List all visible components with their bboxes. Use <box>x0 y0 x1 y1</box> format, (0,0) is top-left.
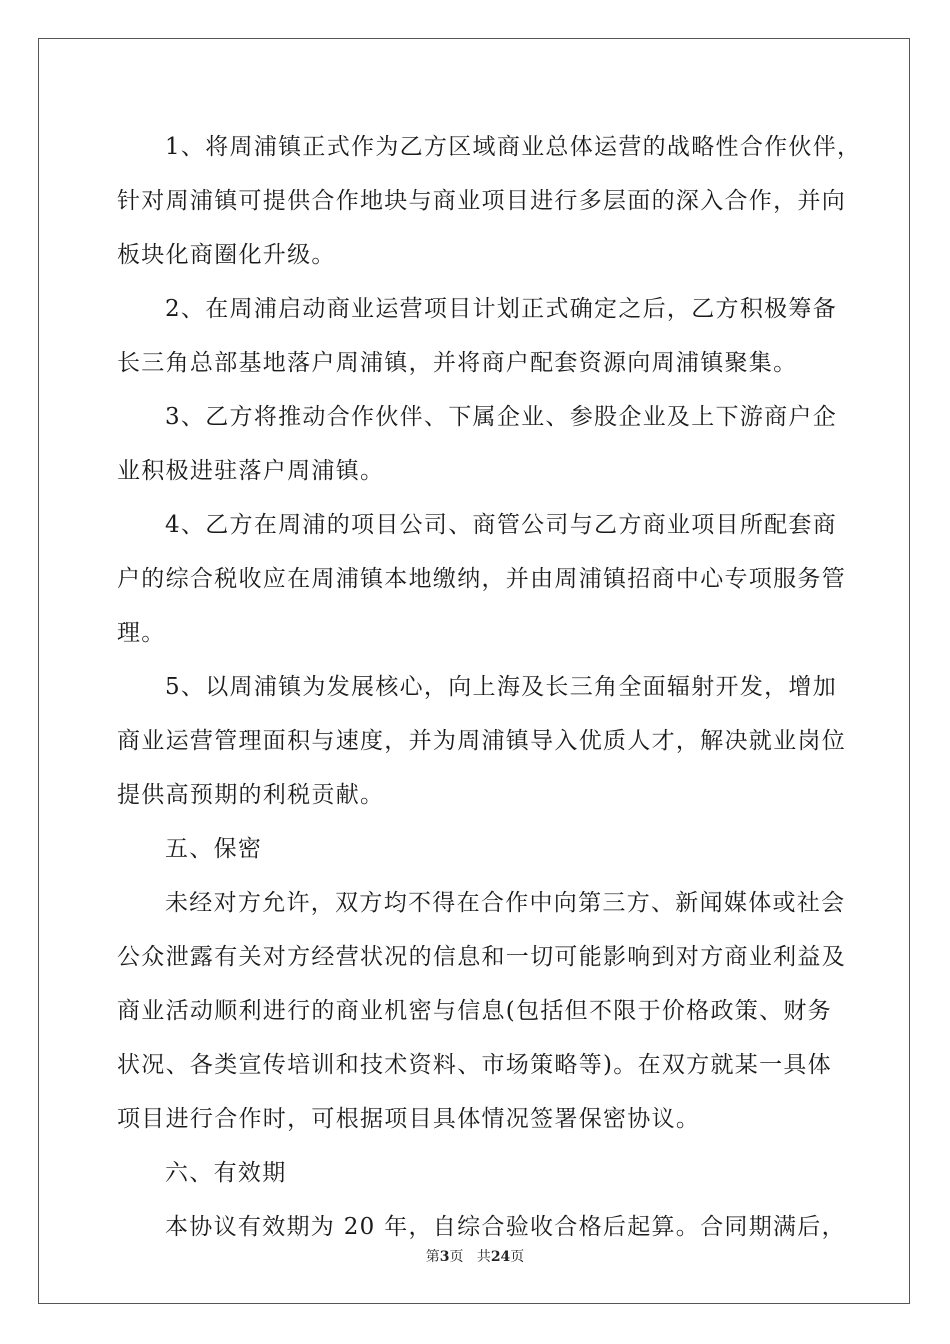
total-label-prefix: 共 <box>476 1249 491 1265</box>
page-footer <box>0 1246 950 1266</box>
heading-text: 六、有效期 <box>165 1160 287 1186</box>
section-heading-validity <box>117 1146 837 1200</box>
text-line: 项目进行合作时，可根据项目具体情况签署保密协议。 <box>117 1106 701 1132</box>
document-body <box>117 120 862 1254</box>
paragraph-clause-4 <box>117 498 846 660</box>
text-line: 3、乙方将推动合作伙伴、下属企业、参股企业及上下游商户企 <box>165 404 838 430</box>
text-line: 板块化商圈化升级。 <box>117 242 336 268</box>
text-line: 未经对方允许，双方均不得在合作中向第三方、新闻媒体或社会 <box>165 890 846 916</box>
text-line: 5、以周浦镇为发展核心，向上海及长三角全面辐射开发，增加 <box>165 674 838 700</box>
text-line: 4、乙方在周浦的项目公司、商管公司与乙方商业项目所配套商 <box>165 512 838 538</box>
paragraph-clause-5 <box>117 660 846 822</box>
section-heading-confidentiality <box>117 822 837 876</box>
current-page-number: 3 <box>439 1249 450 1265</box>
text-line: 长三角总部基地落户周浦镇，并将商户配套资源向周浦镇聚集。 <box>117 350 798 376</box>
text-line: 状况、各类宣传培训和技术资料、市场策略等)。在双方就某一具体 <box>117 1052 832 1078</box>
text-line: 公众泄露有关对方经营状况的信息和一切可能影响到对方商业利益及 <box>117 944 846 970</box>
text-line: 本协议有效期为 20 年，自综合验收合格后起算。合同期满后， <box>165 1214 846 1240</box>
heading-text: 五、保密 <box>165 836 263 862</box>
text-line: 理。 <box>117 620 166 646</box>
text-line: 商业活动顺利进行的商业机密与信息(包括但不限于价格政策、财务 <box>117 998 832 1024</box>
page-label-suffix: 页 <box>449 1249 464 1265</box>
total-label-suffix: 页 <box>510 1249 525 1265</box>
paragraph-confidentiality <box>117 876 846 1146</box>
text-line: 2、在周浦启动商业运营项目计划正式确定之后，乙方积极筹备 <box>165 296 838 322</box>
text-line: 商业运营管理面积与速度，并为周浦镇导入优质人才，解决就业岗位 <box>117 728 846 754</box>
text-line: 针对周浦镇可提供合作地块与商业项目进行多层面的深入合作，并向 <box>117 188 846 214</box>
text-line: 提供高预期的利税贡献。 <box>117 782 385 808</box>
text-line: 业积极进驻落户周浦镇。 <box>117 458 385 484</box>
text-line: 1、将周浦镇正式作为乙方区域商业总体运营的战略性合作伙伴， <box>165 134 862 160</box>
text-line: 户的综合税收应在周浦镇本地缴纳，并由周浦镇招商中心专项服务管 <box>117 566 846 592</box>
paragraph-clause-2 <box>117 282 837 390</box>
paragraph-clause-3 <box>117 390 837 498</box>
page-label-prefix: 第 <box>425 1249 440 1265</box>
total-pages-number: 24 <box>490 1249 511 1265</box>
paragraph-clause-1 <box>117 120 862 282</box>
